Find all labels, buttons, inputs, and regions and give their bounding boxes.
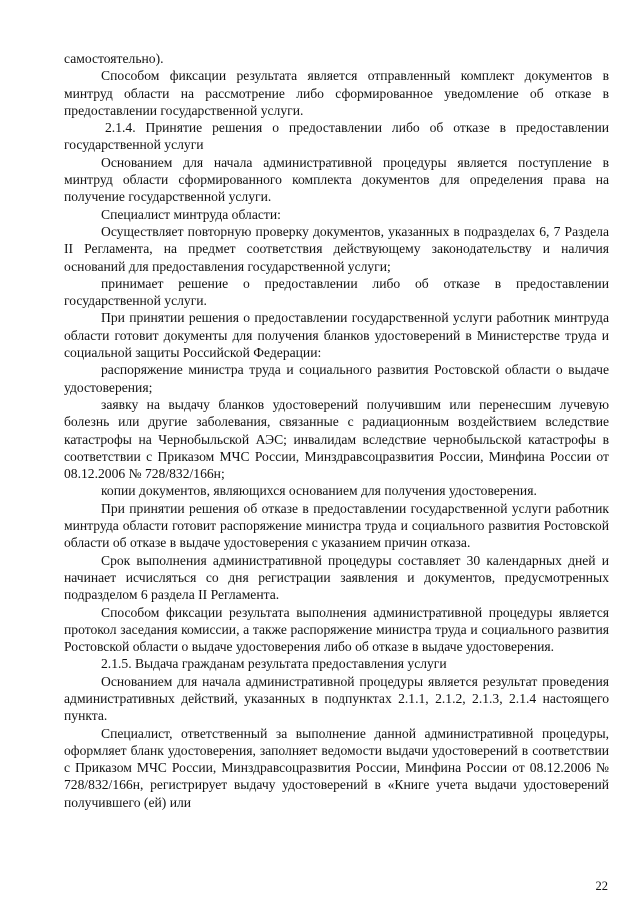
paragraph: Основанием для начала административной процедуры является поступление в минтруд области сформированного комплекта документов для определения права на получение государственной услуги.	[64, 154, 609, 205]
paragraph: Специалист, ответственный за выполнение данной административной процедуры, оформляет бланк удостоверения, заполняет ведомости выдачи удостоверений в соответствии с Приказом МЧС России, Минздравсоцразвития России, Минфина России от 08.12.2006 № 728/832/166н, регистрирует выдачу удостоверений в «Книге учета выдачи удостоверений получившего (ей) или	[64, 725, 609, 810]
paragraph: Способом фиксации результата выполнения административной процедуры является протокол заседания комиссии, а также распоряжение министра труда и социального развития Ростовской области о выдаче удостоверения либо об отказе в выдаче удостоверения.	[64, 604, 609, 655]
paragraph: Основанием для начала административной процедуры является результат проведения административных действий, указанных в подпунктах 2.1.1, 2.1.2, 2.1.3, 2.1.4 настоящего пункта.	[64, 673, 609, 724]
paragraph: принимает решение о предоставлении либо об отказе в предоставлении государственной услуги.	[64, 275, 609, 309]
document-body	[64, 50, 609, 811]
paragraph: распоряжение министра труда и социального развития Ростовской области о выдаче удостоверения;	[64, 362, 609, 395]
paragraph-continuation: самостоятельно).	[64, 51, 164, 66]
paragraph: При принятии решения об отказе в предоставлении государственной услуги работник минтруда области готовит распоряжение министра труда и социального развития Ростовской области об отказе в выдаче удостоверения с указанием причин отказа.	[64, 500, 609, 551]
section-heading-2-1-5: 2.1.5. Выдача гражданам результата предоставления услуги	[101, 656, 447, 672]
section-heading-2-1-4: 2.1.4. Принятие решения о предоставлении либо об отказе в предоставлении государственной услуги	[64, 120, 609, 153]
paragraph: Способом фиксации результата является отправленный комплект документов в минтруд области на рассмотрение либо сформированное уведомление об отказе в предоставлении государственной услуги.	[64, 68, 609, 118]
paragraph: копии документов, являющихся основанием для получения удостоверения.	[101, 483, 537, 499]
paragraph: Специалист минтруда области:	[101, 206, 281, 222]
paragraph: При принятии решения о предоставлении государственной услуги работник минтруда области готовит документы для получения бланков удостоверений в Министерстве труда и социальной защиты Российской Федерации:	[64, 310, 609, 361]
paragraph: Осуществляет повторную проверку документов, указанных в подразделах 6, 7 Раздела II Регламента, на предмет соответствия действующему законодательству и наличия оснований для предоставления государственной услуги;	[64, 223, 609, 274]
page-number: 22	[595, 879, 608, 893]
paragraph: заявку на выдачу бланков удостоверений получившим или перенесшим лучевую болезнь или другие заболевания, связанные с радиационным воздействием вследствие катастрофы на Чернобыльской АЭС; инвалидам вследствие чернобыльской катастрофы в соответствии с Приказом МЧС России, Минздравсоцразвития России, Минфина России от 08.12.2006 № 728/832/166н;	[64, 396, 609, 482]
paragraph: Срок выполнения административной процедуры составляет 30 календарных дней и начинает исчисляться со дня регистрации заявления и документов, предусмотренных подразделом 6 раздела II Регламента.	[64, 552, 609, 603]
